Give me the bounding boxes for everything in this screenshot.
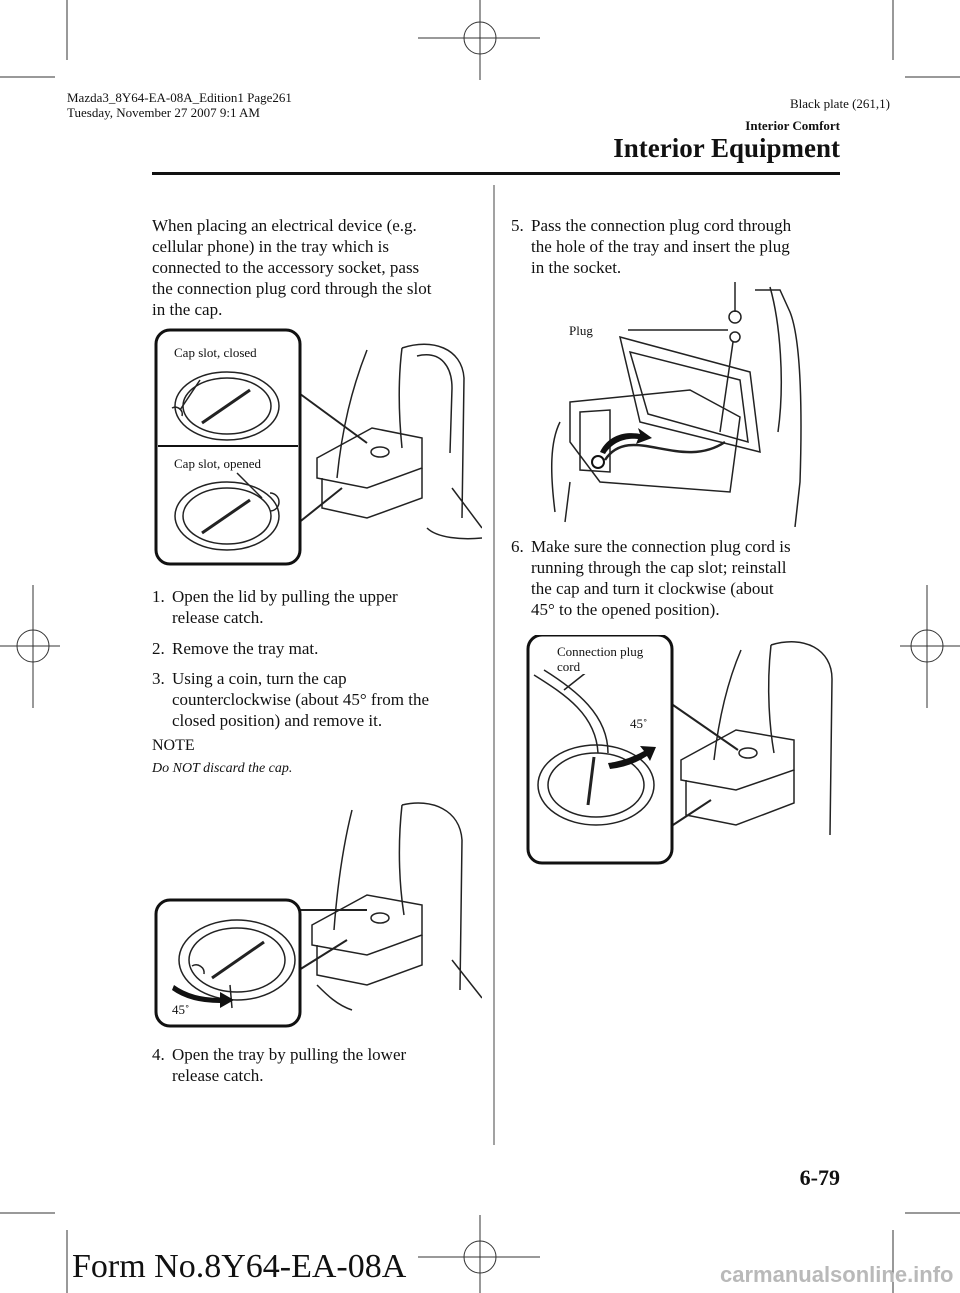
step-number: 1. (152, 587, 165, 606)
intro-line: When placing an electrical device (e.g. (152, 216, 417, 235)
step-text: release catch. (172, 1066, 264, 1085)
file-name: Mazda3_8Y64-EA-08A_Edition1 Page261 (67, 90, 292, 105)
step-4 (152, 1044, 482, 1086)
intro-line: in the cap. (152, 300, 223, 319)
step-number: 3. (152, 669, 165, 688)
step-text: Remove the tray mat. (172, 639, 319, 658)
step-number: 4. (152, 1045, 165, 1064)
note-heading: NOTE (152, 737, 195, 754)
step-text: release catch. (172, 608, 264, 627)
step-text: the hole of the tray and insert the plug (531, 237, 790, 256)
form-number: Form No.8Y64-EA-08A (72, 1248, 407, 1285)
step-text: Open the tray by pulling the lower (172, 1045, 407, 1064)
angle-label: 45˚ (172, 1002, 190, 1017)
step-1 (152, 586, 482, 628)
label-line: Connection plug (557, 644, 644, 659)
step-number: 6. (511, 537, 524, 556)
intro-paragraph (152, 215, 482, 320)
step-6 (511, 536, 841, 620)
page-title: Interior Equipment (613, 133, 840, 163)
intro-line: cellular phone) in the tray which is (152, 237, 389, 256)
cap-removal-figure (152, 800, 482, 1030)
intro-line: the connection plug cord through the slot (152, 279, 432, 298)
step-3 (152, 668, 482, 731)
step-2 (152, 638, 482, 659)
plate-label: Black plate (261,1) (790, 96, 890, 111)
section-label: Interior Comfort (745, 118, 840, 133)
label-line: cord (557, 659, 581, 674)
plug-socket-figure (540, 282, 840, 527)
cap-slot-figure (152, 328, 482, 568)
step-text: closed position) and remove it. (172, 711, 383, 730)
step-text: Pass the connection plug cord through (531, 216, 792, 235)
step-text: running through the cap slot; reinstall (531, 558, 787, 577)
step-number: 5. (511, 216, 524, 235)
file-info (67, 90, 292, 120)
note-text: Do NOT discard the cap. (152, 761, 293, 776)
label-plug: Plug (569, 323, 593, 338)
step-text: Make sure the connection plug cord is (531, 537, 791, 556)
step-text: in the socket. (531, 258, 622, 277)
step-text: Open the lid by pulling the upper (172, 587, 398, 606)
step-text: Using a coin, turn the cap (172, 669, 347, 688)
watermark: carmanualsonline.info (720, 1262, 954, 1287)
intro-line: connected to the accessory socket, pass (152, 258, 420, 277)
angle-label: 45˚ (630, 716, 648, 731)
label-cap-slot-closed: Cap slot, closed (174, 345, 257, 360)
label-cap-slot-opened: Cap slot, opened (174, 456, 262, 471)
step-text: 45° to the opened position). (531, 600, 720, 619)
file-date: Tuesday, November 27 2007 9:1 AM (67, 105, 260, 120)
step-text: the cap and turn it clockwise (about (531, 579, 774, 598)
step-text: counterclockwise (about 45° from the (172, 690, 429, 709)
page-number: 6-79 (799, 1165, 840, 1190)
step-5 (511, 215, 841, 278)
label-connection-plug-cord (557, 644, 643, 674)
step-number: 2. (152, 639, 165, 658)
